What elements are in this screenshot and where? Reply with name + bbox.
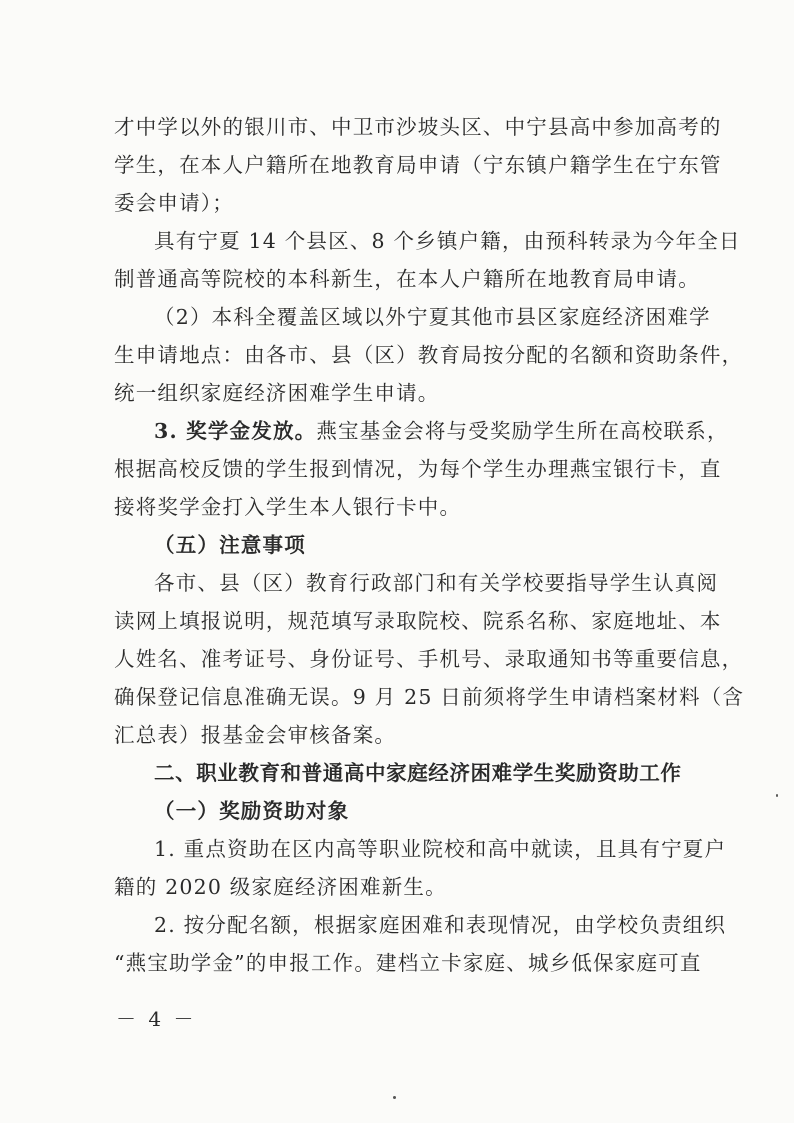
paragraph-line: 接将奖学金打入学生本人银行卡中。 [114, 495, 462, 519]
paragraph-line: 学生，在本人户籍所在地教育局申请（宁东镇户籍学生在宁东管 [114, 153, 722, 177]
paragraph-line: 生申请地点：由各市、县（区）教育局按分配的名额和资助条件， [114, 343, 744, 367]
paragraph-line: 读网上填报说明，规范填写录取院校、院系名称、家庭地址、本 [114, 609, 722, 633]
paragraph-line: （2）本科全覆盖区域以外宁夏其他市县区家庭经济困难学 [154, 305, 711, 329]
scan-speck [776, 794, 778, 797]
paragraph-line: 汇总表）报基金会审核备案。 [114, 723, 397, 747]
paragraph-line: 统一组织家庭经济困难学生申请。 [114, 381, 440, 405]
scan-speck [393, 1096, 396, 1099]
page-number: － 4 － [116, 1007, 197, 1031]
item-heading: 3. 奖学金发放。 [154, 419, 317, 443]
paragraph-line: 委会申请）； [114, 191, 234, 215]
paragraph-line: 制普通高等院校的本科新生，在本人户籍所在地教育局申请。 [114, 267, 700, 291]
paragraph-line: 才中学以外的银川市、中卫市沙坡头区、中宁县高中参加高考的 [114, 115, 722, 139]
paragraph-line: 人姓名、准考证号、身份证号、手机号、录取通知书等重要信息， [114, 647, 744, 671]
paragraph-line: 确保登记信息准确无误。9 月 25 日前须将学生申请档案材料（含 [114, 685, 745, 709]
chapter-heading: 二、职业教育和普通高中家庭经济困难学生奖励资助工作 [154, 761, 682, 785]
item-text: 燕宝基金会将与受奖励学生所在高校联系， [316, 419, 729, 443]
paragraph-line: “燕宝助学金”的申报工作。建档立卡家庭、城乡低保家庭可直 [114, 951, 702, 975]
paragraph-line: 具有宁夏 14 个县区、8 个乡镇户籍，由预科转录为今年全日 [154, 229, 741, 253]
paragraph-line: 籍的 2020 级家庭经济困难新生。 [114, 875, 447, 899]
paragraph-line: 各市、县（区）教育行政部门和有关学校要指导学生认真阅 [154, 571, 719, 595]
paragraph-line: 根据高校反馈的学生报到情况，为每个学生办理燕宝银行卡，直 [114, 457, 722, 481]
paragraph-line [154, 417, 729, 445]
paragraph-line: 1. 重点资助在区内高等职业院校和高中就读，且具有宁夏户 [154, 837, 727, 861]
section-heading: （一）奖励资助对象 [154, 799, 350, 823]
section-heading: （五）注意事项 [154, 533, 306, 557]
paragraph-line: 2. 按分配名额，根据家庭困难和表现情况，由学校负责组织 [154, 913, 727, 937]
